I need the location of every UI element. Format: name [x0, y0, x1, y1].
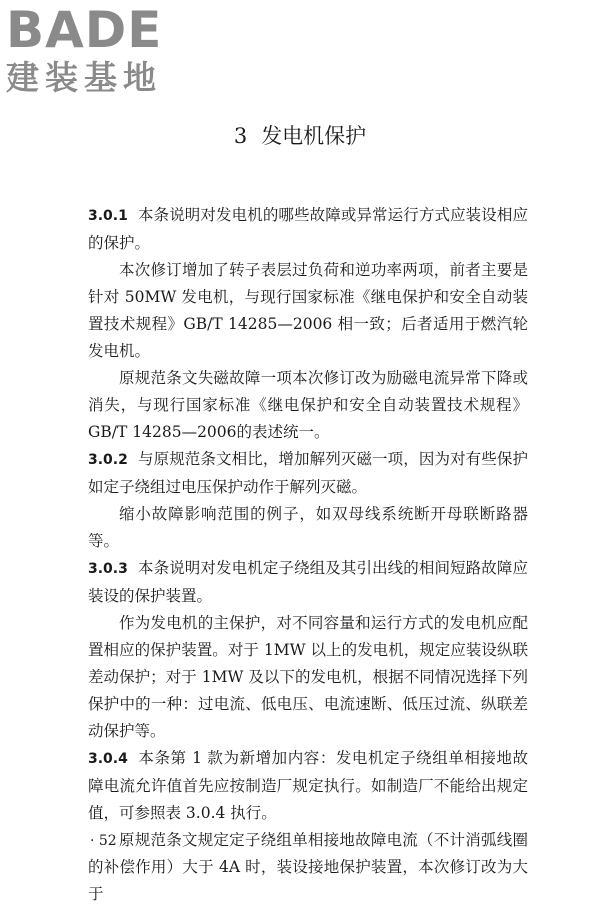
- clause-number: 3.0.1: [88, 208, 128, 224]
- logo-mark: BADE: [6, 1, 163, 59]
- paragraph-text: 原规范条文规定定子绕组单相接地故障电流（不计消弧线圈的补偿作用）大于 4A 时，装设接地保护装置，本次修订改为大于: [88, 831, 528, 903]
- paragraph: [88, 446, 528, 501]
- chapter-number: 3: [233, 124, 248, 148]
- paragraph: [88, 745, 528, 827]
- chapter-title: [0, 122, 600, 150]
- clause-number: 3.0.2: [88, 452, 128, 468]
- paragraph-text: 本次修订增加了转子表层过负荷和逆功率两项，前者主要是针对 50MW 发电机，与现行国家标准《继电保护和安全自动装置技术规程》GB/T 14285—2006 相一致；后者适用于燃汽轮发电机。: [88, 261, 528, 360]
- paragraph-text: 原规范条文失磁故障一项本次修订改为励磁电流异常下降或消失，与现行国家标准《继电保护和安全自动装置技术规程》GB/T 14285—2006的表述统一。: [88, 369, 528, 441]
- clause-number: 3.0.4: [88, 751, 128, 767]
- logo-subtitle: 建装基地: [6, 58, 162, 97]
- paragraph-text: 本条说明对发电机定子绕组及其引出线的相间短路故障应装设的保护装置。: [88, 559, 528, 605]
- paragraph: [88, 202, 528, 257]
- chapter-title-text: 发电机保护: [261, 124, 367, 148]
- paragraph-text: 本条说明对发电机的哪些故障或异常运行方式应装设相应的保护。: [88, 206, 528, 252]
- paragraph-text: 作为发电机的主保护，对不同容量和运行方式的发电机应配置相应的保护装置。对于 1MW 以上的发电机，规定应装设纵联差动保护；对于 1MW 及以下的发电机，根据不同情况选择下列保护中的一种：过电流、低电压、电流速断、低压过流、纵联差动保护等。: [88, 614, 528, 740]
- logo: [6, 1, 181, 104]
- document-body: [88, 202, 528, 908]
- clause-number: 3.0.3: [88, 561, 128, 577]
- paragraph-text: 与原规范条文相比，增加解列灭磁一项，因为对有些保护如定子绕组过电压保护动作于解列灭磁。: [88, 450, 528, 496]
- paragraph: [88, 610, 528, 745]
- paragraph: [88, 555, 528, 610]
- paragraph: [88, 257, 528, 365]
- paragraph: [88, 501, 528, 555]
- paragraph: [88, 365, 528, 446]
- paragraph-text: 本条第 1 款为新增加内容：发电机定子绕组单相接地故障电流允许值首先应按制造厂规定执行。如制造厂不能给出规定值，可参照表 3.0.4 执行。: [88, 749, 528, 822]
- page-number: · 52 ·: [90, 833, 126, 849]
- paragraph: [88, 827, 528, 908]
- paragraph-text: 缩小故障影响范围的例子，如双母线系统断开母联断路器等。: [88, 505, 528, 550]
